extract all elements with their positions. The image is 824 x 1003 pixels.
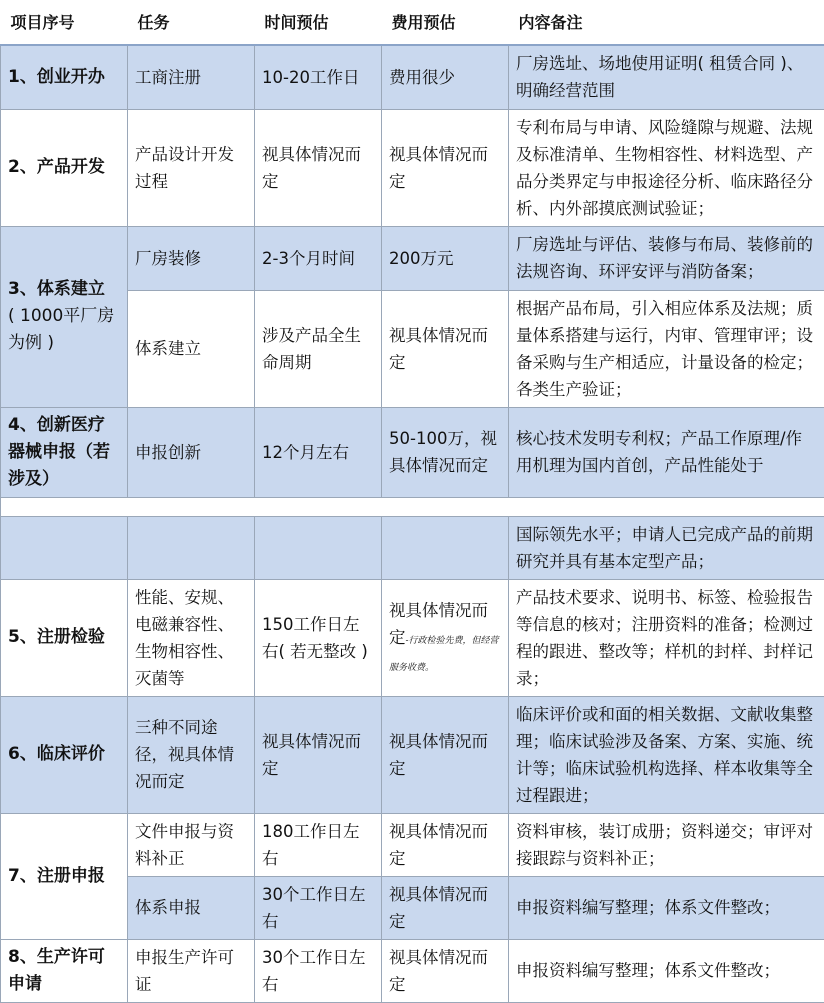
cost-cell: 视具体情况而定 — [382, 290, 509, 407]
note-cell: 厂房选址、场地使用证明( 租赁合同 )、明确经营范围 — [509, 45, 824, 109]
table-row — [1, 579, 824, 696]
task-cell: 产品设计开发过程 — [128, 109, 255, 226]
phase-cell: 6、临床评价 — [1, 696, 128, 813]
cost-cell: 视具体情况而定 — [382, 876, 509, 939]
phase-cell — [1, 226, 128, 407]
table-row — [1, 696, 824, 813]
cost-cell: 200万元 — [382, 226, 509, 290]
task-cell: 体系建立 — [128, 290, 255, 407]
task-cell: 文件申报与资料补正 — [128, 813, 255, 876]
cost-text: 视具体情况而定 — [389, 601, 488, 647]
header-row — [1, 0, 824, 45]
note-cell: 临床评价或和面的相关数据、文献收集整理；临床试验涉及备案、方案、实施、统计等；临床试验机构选择、样本收集等全过程跟进； — [509, 696, 824, 813]
table-row — [1, 939, 824, 1002]
phase-subtitle: ( 1000平厂房为例 ) — [8, 306, 114, 353]
note-cell: 申报资料编写整理；体系文件整改； — [509, 939, 824, 1002]
table-row — [1, 407, 824, 497]
header-cost: 费用预估 — [382, 0, 509, 45]
phase-cell: 7、注册申报 — [1, 813, 128, 939]
page-gap — [1, 497, 824, 516]
cost-cell: 视具体情况而定 — [382, 109, 509, 226]
time-cell: 10-20工作日 — [255, 45, 382, 109]
phase-cell: 5、注册检验 — [1, 579, 128, 696]
cost-cell: 视具体情况而定 — [382, 939, 509, 1002]
phase-cell: 4、创新医疗器械申报（若涉及） — [1, 407, 128, 497]
task-cell: 性能、安规、电磁兼容性、生物相容性、灭菌等 — [128, 579, 255, 696]
table-row — [1, 813, 824, 876]
table-row — [1, 516, 824, 579]
task-cell: 三种不同途径，视具体情况而定 — [128, 696, 255, 813]
note-cell: 专利布局与申请、风险缝隙与规避、法规及标准清单、生物相容性、材料选型、产品分类界定与申报途径分析、临床路径分析、内外部摸底测试验证； — [509, 109, 824, 226]
time-cell: 2-3个月时间 — [255, 226, 382, 290]
time-cell: 视具体情况而定 — [255, 109, 382, 226]
phase-cell: 1、创业开办 — [1, 45, 128, 109]
note-cell: 厂房选址与评估、装修与布局、装修前的法规咨询、环评安评与消防备案； — [509, 226, 824, 290]
table-row — [1, 226, 824, 290]
note-cell: 产品技术要求、说明书、标签、检验报告等信息的核对；注册资料的准备；检测过程的跟进、整改等；样机的封样、封样记录； — [509, 579, 824, 696]
cost-cell: 50-100万，视具体情况而定 — [382, 407, 509, 497]
cost-cell: 视具体情况而定 — [382, 696, 509, 813]
cost-cell: 视具体情况而定 — [382, 813, 509, 876]
time-cell: 30个工作日左右 — [255, 876, 382, 939]
cost-cell: 费用很少 — [382, 45, 509, 109]
time-cell: 150工作日左右( 若无整改 ) — [255, 579, 382, 696]
cost-cell — [382, 579, 509, 696]
phase-cell: 2、产品开发 — [1, 109, 128, 226]
time-cell: 涉及产品全生命周期 — [255, 290, 382, 407]
header-phase: 项目序号 — [1, 0, 128, 45]
note-cell: 核心技术发明专利权；产品工作原理/作用机理为国内首创，产品性能处于 — [509, 407, 824, 497]
table-row — [1, 45, 824, 109]
task-cell: 申报创新 — [128, 407, 255, 497]
time-cell: 30个工作日左右 — [255, 939, 382, 1002]
time-cell: 视具体情况而定 — [255, 696, 382, 813]
note-cell: 根据产品布局，引入相应体系及法规；质量体系搭建与运行，内审、管理审评；设备采购与生产相适应，计量设备的检定；各类生产验证； — [509, 290, 824, 407]
time-cell: 12个月左右 — [255, 407, 382, 497]
phase-title: 3、体系建立 — [8, 279, 105, 299]
note-cell: 申报资料编写整理；体系文件整改； — [509, 876, 824, 939]
header-task: 任务 — [128, 0, 255, 45]
note-cell: 资料审核，装订成册；资料递交；审评对接跟踪与资料补正； — [509, 813, 824, 876]
task-cell: 厂房装修 — [128, 226, 255, 290]
phase-cell: 8、生产许可申请 — [1, 939, 128, 1002]
cost-stamp-note: -行政检验先费，但经营服务收费。 — [389, 636, 499, 673]
note-cell: 国际领先水平；申请人已完成产品的前期研究并具有基本定型产品； — [509, 516, 824, 579]
task-cell: 申报生产许可证 — [128, 939, 255, 1002]
header-time: 时间预估 — [255, 0, 382, 45]
time-cell: 180工作日左右 — [255, 813, 382, 876]
task-cell: 工商注册 — [128, 45, 255, 109]
table-row — [1, 109, 824, 226]
header-note: 内容备注 — [509, 0, 824, 45]
task-cell: 体系申报 — [128, 876, 255, 939]
